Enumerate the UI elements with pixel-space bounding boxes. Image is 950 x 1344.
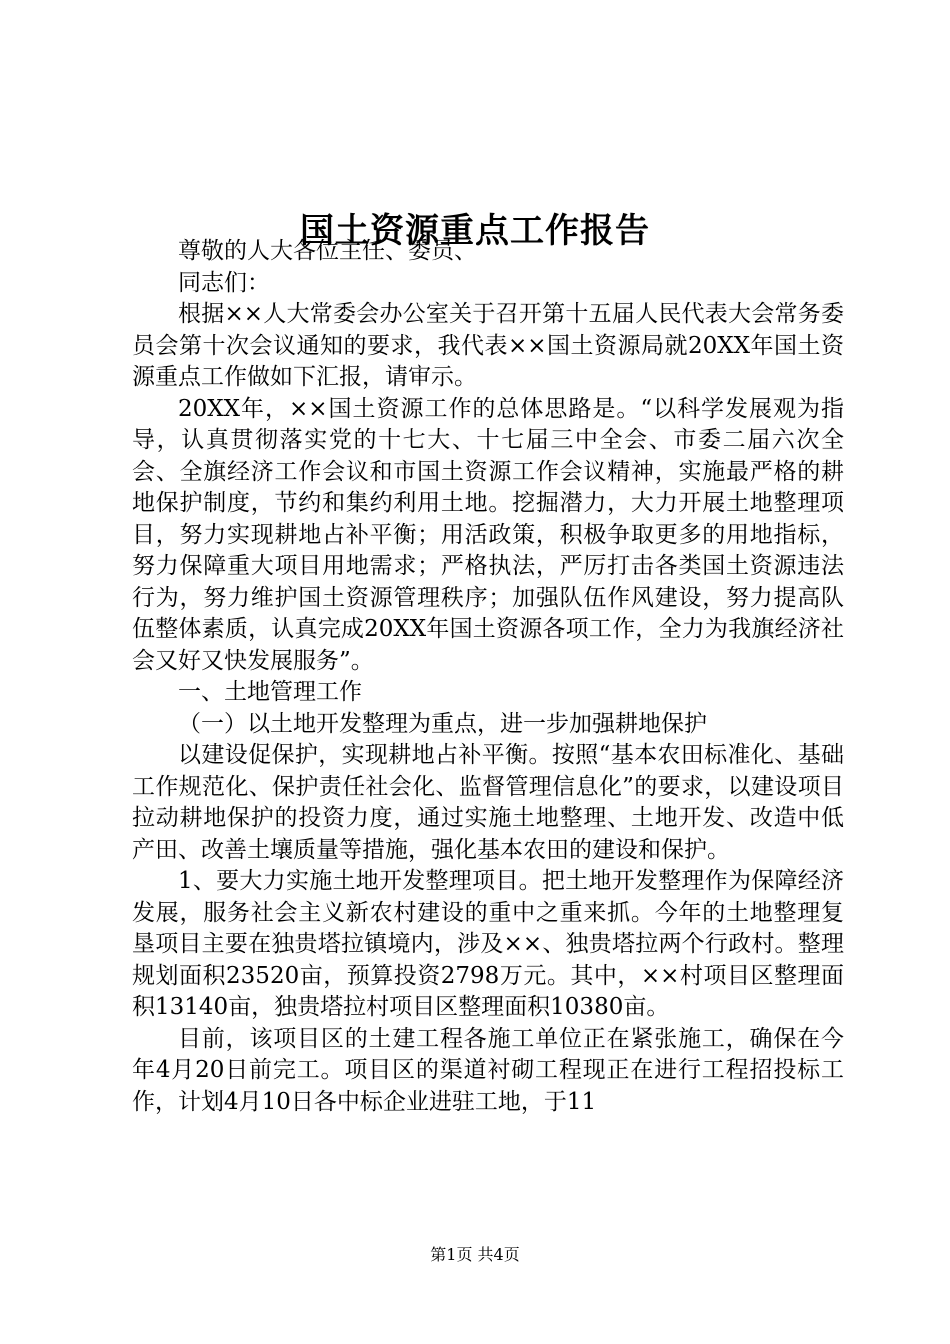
document-body — [132, 236, 844, 1118]
paragraph-land-development-project: 1、要大力实施土地开发整理项目。把土地开发整理作为保障经济发展，服务社会主义新农村建设的重中之重来抓。今年的土地整理复垦项目主要在独贵塔拉镇境内，涉及××、独贵塔拉两个行政村。整理规划面积23520亩，预算投资2798万元。其中，××村项目区整理面积13140亩，独贵塔拉村项目区整理面积10380亩。 — [132, 868, 844, 1020]
subsection-heading-1: （一）以土地开发整理为重点，进一步加强耕地保护 — [178, 710, 707, 737]
paragraph-farmland-protection: 以建设促保护，实现耕地占补平衡。按照“基本农田标准化、基础工作规范化、保护责任社会化、监督管理信息化”的要求，以建设项目拉动耕地保护的投资力度，通过实施土地整理、土地开发、改造中低产田、改善土壤质量等措施，强化基本农田的建设和保护。 — [132, 742, 844, 863]
salutation-line-1: 尊敬的人大各位主任、委员、 — [178, 238, 477, 264]
salutation-line-2: 同志们： — [178, 269, 270, 296]
document-title: 国土资源重点工作报告 — [300, 210, 650, 251]
paragraph-intro: 根据××人大常委会办公室关于召开第十五届人民代表大会常务委员会第十次会议通知的要求，我代表××国土资源局就20XX年国土资源重点工作做如下汇报，请审示。 — [132, 301, 844, 390]
section-heading-land-management: 一、土地管理工作 — [178, 679, 362, 705]
paragraph-current-progress: 目前，该项目区的土建工程各施工单位正在紧张施工，确保在今年4月20日前完工。项目区的渠道衬砌工程现正在进行工程招投标工作，计划4月10日各中标企业进驻工地，于11 — [132, 1025, 844, 1115]
page-footer: 第1页 共4页 — [430, 1245, 520, 1264]
paragraph-overall-approach: 20XX年，××国土资源工作的总体思路是。“以科学发展观为指导，认真贯彻落实党的十七大、十七届三中全会、市委二届六次全会、全旗经济工作会议和市国土资源工作会议精神，实施最严格的耕地保护制度，节约和集约利用土地。挖掘潜力，大力开展土地整理项目，努力实现耕地占补平衡；用活政策，积极争取更多的用地指标，努力保障重大项目用地需求；严格执法，严厉打击各类国土资源违法行为，努力维护国土资源管理秩序；加强队伍作风建设，努力提高队伍整体素质，认真完成20XX年国土资源各项工作，全力为我旗经济社会又好又快发展服务”。 — [132, 395, 844, 674]
